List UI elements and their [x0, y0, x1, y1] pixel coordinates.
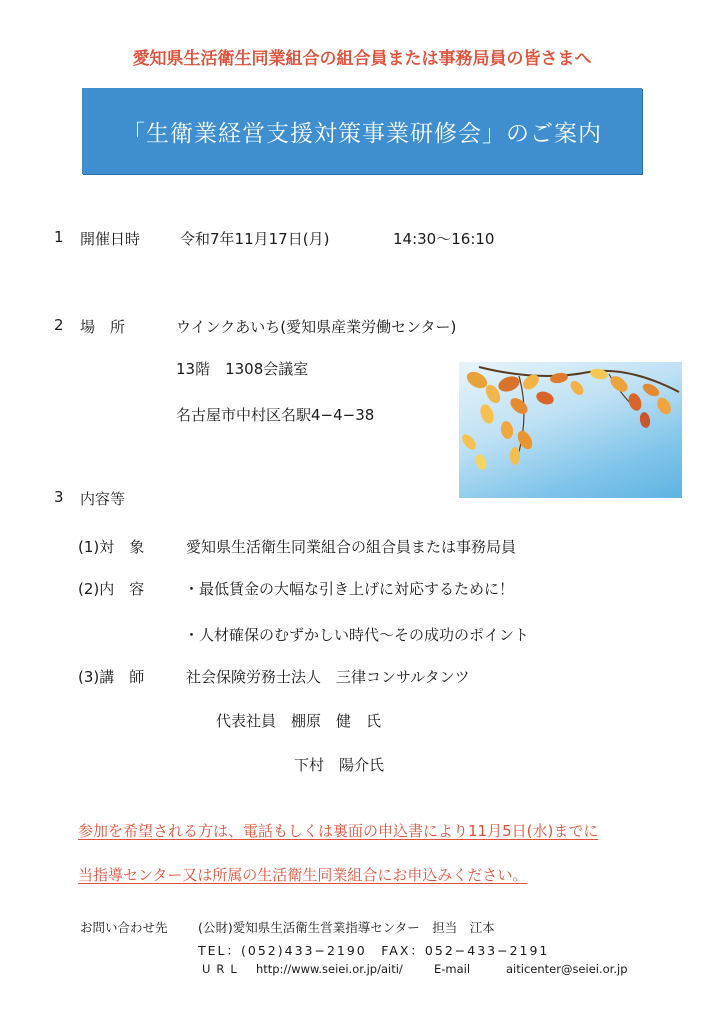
section-3-number: 3	[54, 488, 64, 506]
venue-room: 13階 1308会議室	[176, 360, 309, 378]
event-time: 14:30〜16:10	[393, 230, 495, 248]
content-item-1: ・最低賃金の大幅な引き上げに対応するために！	[184, 580, 515, 598]
email-label: E-mail	[434, 962, 471, 976]
contact-org: (公財)愛知県生活衛生営業指導センター 担当 江本	[198, 920, 495, 935]
contact-phone-fax: TEL：(052)433−2190 FAX：052−433−2191	[198, 943, 550, 958]
target-text: 愛知県生活衛生同業組合の組合員または事務局員	[186, 538, 517, 556]
venue-address: 名古屋市中村区名駅4−4−38	[176, 406, 375, 424]
venue-name: ウインクあいち(愛知県産業労働センター)	[176, 318, 457, 336]
lecturer-2: 下村 陽介氏	[294, 756, 385, 774]
page-title: 「生衛業経営支援対策事業研修会」のご案内	[122, 120, 602, 147]
lecturer-1: 代表社員 棚原 健 氏	[216, 712, 382, 730]
content-item-2: ・人材確保のむずかしい時代〜その成功のポイント	[184, 626, 530, 644]
deadline-notice-1: 参加を希望される方は、電話もしくは裏面の申込書により11月5日(水)までに	[78, 822, 599, 840]
section-1-label: 開催日時	[80, 230, 141, 248]
recipient-line: 愛知県生活衛生同業組合の組合員または事務局員の皆さまへ	[132, 49, 592, 69]
deadline-notice-2: 当指導センター又は所属の生活衛生同業組合にお申込みください。	[78, 866, 528, 884]
lecturer-org: 社会保険労務士法人 三律コンサルタンツ	[186, 668, 470, 686]
contact-email[interactable]: aiticenter@seiei.or.jp	[506, 962, 628, 976]
section-2-number: 2	[54, 316, 64, 334]
contact-label: お問い合わせ先	[80, 920, 168, 935]
section-3-label: 内容等	[80, 490, 126, 508]
url-label: URL	[202, 962, 243, 976]
leaves-illustration	[459, 362, 682, 498]
content-label: (2)内 容	[78, 580, 145, 598]
autumn-leaves-image	[459, 362, 682, 498]
lecturer-label: (3)講 師	[78, 668, 145, 686]
contact-url[interactable]: http://www.seiei.or.jp/aiti/	[256, 962, 403, 976]
section-1-number: 1	[54, 228, 64, 246]
target-label: (1)対 象	[78, 538, 145, 556]
section-2-label: 場 所	[80, 318, 126, 336]
event-date: 令和7年11月17日(月)	[180, 230, 330, 248]
title-banner	[82, 88, 642, 174]
